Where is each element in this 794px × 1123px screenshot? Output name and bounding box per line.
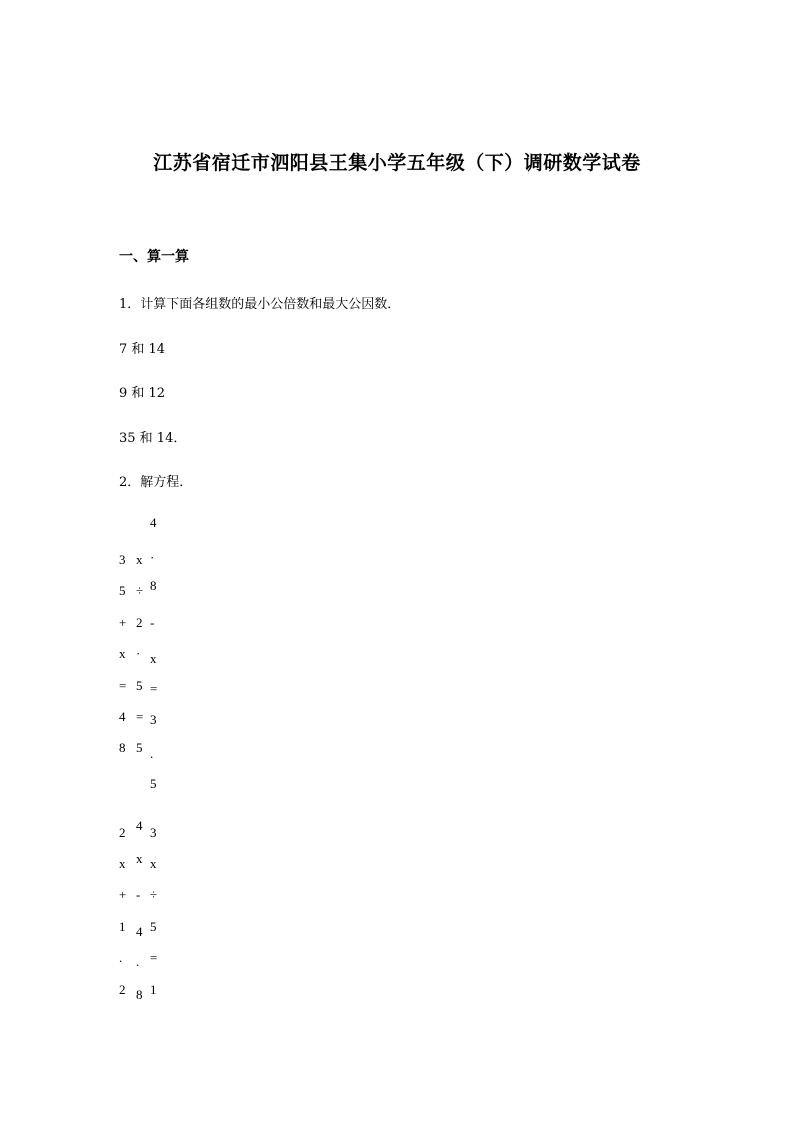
eq2-col2-glyph: 4 (136, 818, 143, 833)
eq2-col1-glyph: 2 (119, 982, 126, 997)
eq1-col1-glyph: x (119, 646, 126, 661)
eq2-col1-glyph: 1 (119, 919, 126, 934)
eq2-col3-glyph: ÷ (150, 887, 158, 902)
eq1-col1-glyph: 8 (119, 740, 126, 755)
eq1-col2-glyph: 5 (136, 740, 143, 755)
eq1-col3-glyph: - (150, 615, 155, 630)
page-title: 江苏省宿迁市泗阳县王集小学五年级（下）调研数学试卷 (153, 152, 641, 174)
eq1-col1-glyph: 5 (119, 583, 126, 598)
eq2-col2-glyph: - (136, 887, 141, 902)
question-1-prompt: 1．计算下面各组数的最小公倍数和最大公因数． (119, 297, 401, 312)
eq2-col2-glyph: . (136, 954, 140, 969)
pair-1: 7 和 14 (119, 342, 166, 357)
eq1-col2-glyph: 5 (136, 678, 143, 693)
question-2-prompt: 2．解方程． (119, 475, 193, 490)
section-heading: 一、算一算 (119, 249, 189, 265)
eq1-col3-glyph: 4 (150, 515, 157, 530)
eq2-col2-glyph: x (136, 851, 143, 866)
eq2-col3-glyph: = (150, 950, 158, 965)
eq2-col1-glyph: 2 (119, 825, 126, 840)
eq1-col3-glyph: = (150, 681, 158, 696)
eq1-col2-glyph: 2 (136, 615, 143, 630)
eq1-col1-glyph: 3 (119, 552, 126, 567)
eq2-col3-glyph: 3 (150, 825, 157, 840)
eq1-col3-glyph: · (150, 550, 155, 565)
pair-3: 35 和 14． (119, 431, 187, 446)
eq1-col2-glyph: = (136, 709, 144, 724)
eq1-col2-glyph: x (136, 552, 143, 567)
eq1-col3-glyph: 8 (150, 578, 157, 593)
eq1-col1-glyph: 4 (119, 709, 126, 724)
pair-2: 9 和 12 (119, 386, 166, 401)
eq2-col3-glyph: 1 (150, 982, 157, 997)
eq1-col1-glyph: = (119, 678, 127, 693)
eq2-col1-glyph: . (119, 950, 123, 965)
eq1-col3-glyph: 5 (150, 776, 157, 791)
eq1-col3-glyph: 3 (150, 712, 157, 727)
eq2-col3-glyph: x (150, 856, 157, 871)
eq2-col3-glyph: 5 (150, 919, 157, 934)
eq1-col1-glyph: + (119, 615, 127, 630)
eq1-col2-glyph: · (136, 646, 141, 661)
eq2-col2-glyph: 4 (136, 924, 143, 939)
eq1-col3-glyph: . (150, 746, 154, 761)
eq2-col1-glyph: + (119, 887, 127, 902)
eq1-col3-glyph: x (150, 651, 157, 666)
eq2-col1-glyph: x (119, 856, 126, 871)
eq2-col2-glyph: 8 (136, 987, 143, 1002)
eq1-col2-glyph: ÷ (136, 583, 144, 598)
